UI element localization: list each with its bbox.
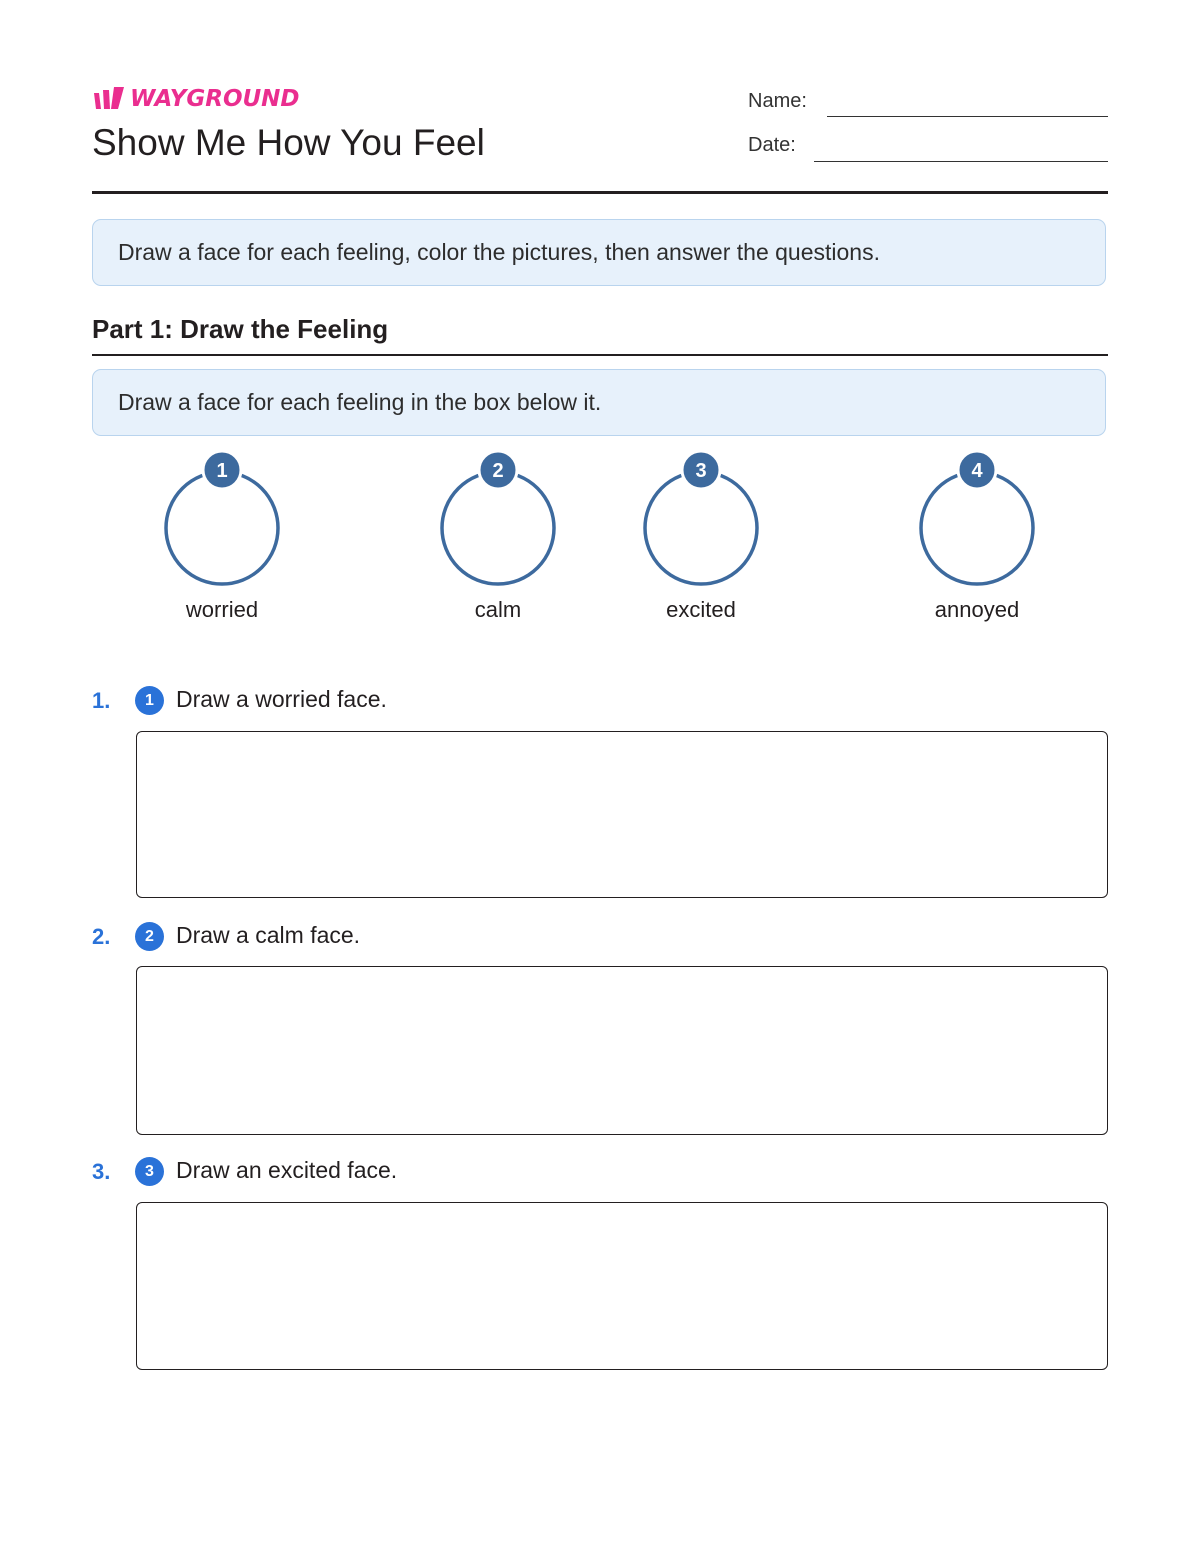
face-number: 2 <box>492 460 504 482</box>
question-text: Draw an excited face. <box>176 1157 398 1183</box>
question-badge: 1 <box>135 686 164 715</box>
part1-instructions <box>92 369 1106 436</box>
face-item-calm <box>398 450 598 623</box>
question-text: Draw a worried face. <box>176 686 387 712</box>
face-label: excited <box>666 597 736 622</box>
brand-name: WAYGROUND <box>130 86 300 112</box>
name-field[interactable] <box>827 116 1108 117</box>
face-item-excited <box>601 450 801 623</box>
face-number: 3 <box>695 460 707 482</box>
answer-box-worried[interactable] <box>136 731 1108 898</box>
question-number: 3. <box>92 1159 111 1184</box>
header-divider <box>92 191 1108 194</box>
face-number: 1 <box>216 460 228 482</box>
page-title: Show Me How You Feel <box>92 122 485 163</box>
brand-logo <box>92 84 300 114</box>
question-badge: 3 <box>135 1157 164 1186</box>
face-circle-icon[interactable] <box>157 450 287 586</box>
question-text: Draw a calm face. <box>176 922 361 948</box>
worksheet-instructions-text: Draw a face for each feeling, color the pictures, then answer the questions. <box>118 239 880 265</box>
face-number: 4 <box>971 460 983 482</box>
face-circle-icon[interactable] <box>636 450 766 586</box>
worksheet-instructions <box>92 219 1106 286</box>
part1-divider <box>92 354 1108 356</box>
wayground-logo-icon <box>92 85 126 113</box>
question-number: 1. <box>92 688 111 713</box>
part1-title: Part 1: Draw the Feeling <box>92 314 389 344</box>
face-label: worried <box>185 597 259 622</box>
question-number: 2. <box>92 924 111 949</box>
part1-instructions-text: Draw a face for each feeling in the box below it. <box>118 389 602 415</box>
date-label: Date: <box>748 134 796 156</box>
face-item-worried <box>122 450 322 623</box>
face-circle-icon[interactable] <box>433 450 563 586</box>
name-label: Name: <box>748 90 807 112</box>
question-badge: 2 <box>135 922 164 951</box>
face-item-annoyed <box>877 450 1077 623</box>
face-label: calm <box>474 597 522 622</box>
date-field[interactable] <box>814 161 1108 162</box>
face-label: annoyed <box>934 597 1020 622</box>
answer-box-calm[interactable] <box>136 966 1108 1135</box>
face-circle-icon[interactable] <box>912 450 1042 586</box>
answer-box-excited[interactable] <box>136 1202 1108 1370</box>
